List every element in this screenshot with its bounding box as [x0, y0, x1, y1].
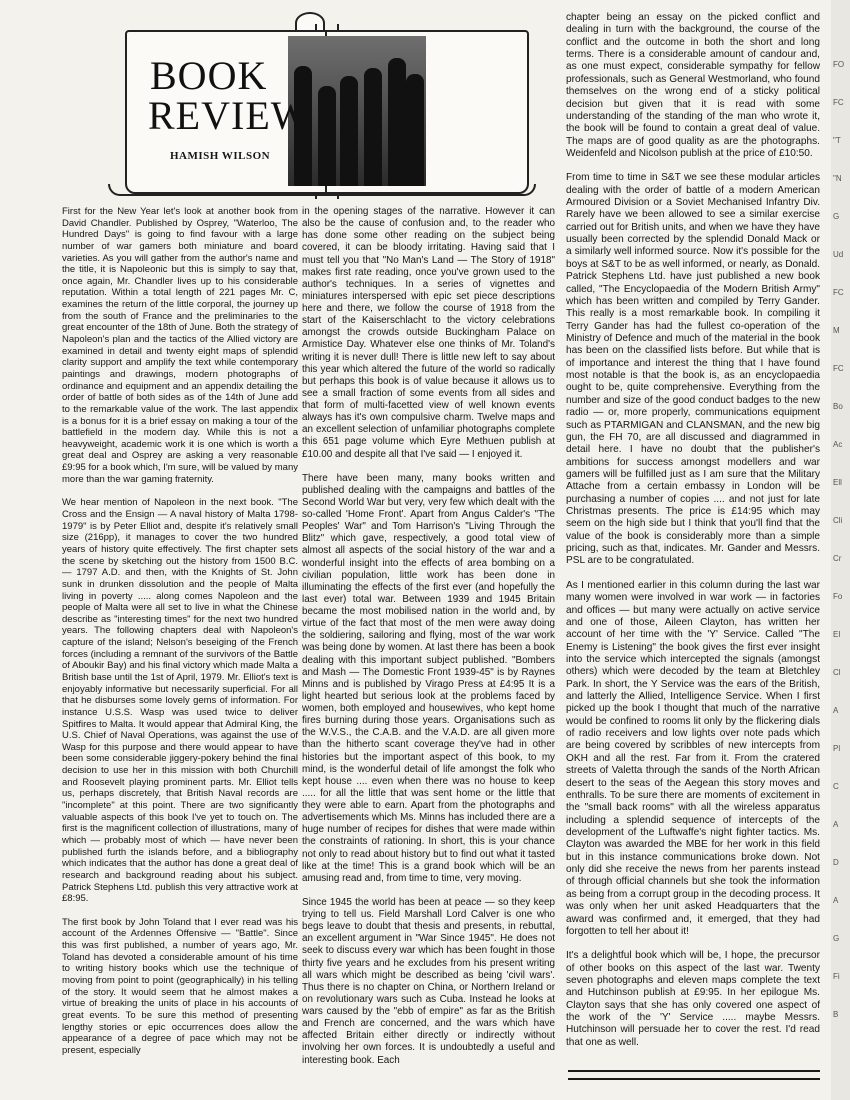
margin-fragment: A — [833, 820, 839, 829]
margin-fragment: Fo — [833, 592, 843, 601]
end-rule-bottom — [568, 1078, 820, 1080]
margin-fragment: B — [833, 1010, 839, 1019]
paragraph-encyclopaedia-review: From time to time in S&T we see these modular articles dealing with the order of battle of a modern American Armoured Division or a Soviet Mechanised Infantry Div. Rarely have we been allowed to see a similar exercise carried out for British units, and when we have they have usually been corrected by the splendid Donald Mack or a similarly well informed source. Now it's possible for the boys at S&T to be as well informed, or nearly, as Donald. Patrick Stephens Ltd. have just published a new book called, "The Encyclopaedia of the Modern British Army" which has been written and compiled by Terry Gander. This really is a most remarkable book. In compiling it Terry Gander has had the fullest co-operation of the Ministry of Defence and much of the material in the book has been on the classified lists before. But while that is of importance and interest the thing that I have found most notable is that the book is, as an encyclopaedia ought to be, quite comprehensive. Everything from the number and size of the good conduct badges to the new radio — or, more properly, communications equipment such as PTARMIGAN and CLANSMAN, and the new big gun, the FH 70, are all discussed and diagrammed in detail here. I have no doubt that the publisher's ambitions for success amongst modellers and war gamers will be fulfilled just as I am sure that the Military Attache from a certain embassy in London will be purchasing a number of copies .... and not just for late Christmas presents. The price is £14:95 which may seem on the high side but I think that you'll find that the value of the book is considerably more than a simple pricing, such as that, indicates. Mr. Gander and Messrs. PSL are to be congratulated. — [566, 172, 820, 567]
margin-fragment: Ell — [833, 478, 842, 487]
margin-fragment: M — [833, 326, 840, 335]
paragraph-bombers-and-mash-review: There have been many, many books written and published dealing with the campaigns and battles of the Second World War but very, very few which dealt with the so-called 'Home Front'. Apart from Angus Calder's "The Peoples' War" and Tom Harrison's "Living Through the Blitz" which gave, respectively, a good total view of almost all aspects of the social history of the war and a wonderful insight into the effects of area bombing on a civilian population, little work has been done in illuminating the effects of the first ever (and hopefully the last ever) total war. Between 1939 and 1945 Britain became the most mobilised nation in the world and, by virtue of the fact that most of the men were away doing the soldiering, sailoring and flying, most of the war work was being done by women. At last there has been a book dealing with this important subject published. "Bombers and Mash — The Domestic Front 1939-45" is by Raynes Minns and is published by Virago Press at £4:95 It is a light hearted but serious look at the problems faced by women, both employed and housewives, who kept home fires burning during those years. Organisations such as the W.V.S., the C.A.B. and the V.A.D. are all given more than the hitherto scant coverage they've had in other histories but the important aspect of this book, to my mind, is the wonderful detail of life amongst the folk who kept house .... even when there was no house to keep ..... for all the little that was sent home or the little that they were able to earn. Apart from the photographs and advertisements which Ms. Minns has included there are a huge number of recipes for dishes that were made within the constraints of rationing. In short, this is your chance not only to read about history but to find out what it tasted like at the time! This is a grand book which will be an amusing read and, from time to time, very moving. — [302, 472, 555, 884]
margin-fragment: Pl — [833, 744, 841, 753]
margin-fragment: Fi — [833, 972, 840, 981]
margin-fragment: Ud — [833, 250, 844, 259]
margin-fragment: Ac — [833, 440, 843, 449]
paragraph-war-since-1945-review-end: chapter being an essay on the picked conflict and dealing in turn with the background, the course of the conflict and the outcome in both the short and long terms. There is a considerable amount of candour and, as one must expect, considerable sympathy for fellow professionals, such as General Westmorland, who found themselves on the wrong end of a sticky political decision but given that it is read with some understanding of the standing of the man who wrote it, the book will be found to contain a great deal of value. The maps are of good quality as are the photographs. Weidenfeld and Nicolson publish at the price of £10:50. — [566, 12, 820, 159]
end-rule-top — [568, 1070, 820, 1072]
margin-fragment: Bo — [833, 402, 843, 411]
margin-fragment: FO — [833, 60, 845, 69]
margin-fragment: A — [833, 706, 839, 715]
header-title-book: BOOK — [150, 53, 268, 98]
paragraph-toland-review-start: The first book by John Toland that I ever read was his account of the Ardennes Offensive — "Battle". Since this was first published, a number of years ago, Mr. Toland has devoted a considerable amount of his time to writing history books which use the technique of moving from point to point (geographically) in his telling of the story. It would seem that he almost makes a virtue of breaking the units of place in his accounts of great events. To be sure this method of presenting lengthy stories or epic occurrences does allow the appearance of a degree of pace which may not be present, especially — [62, 916, 298, 1056]
margin-fragment: C — [833, 782, 839, 791]
margin-fragment: FC — [833, 364, 844, 373]
margin-fragment: G — [833, 212, 840, 221]
margin-fragment: G — [833, 934, 840, 943]
text-column-1 — [62, 206, 298, 1068]
paragraph-enemy-listening-review: As I mentioned earlier in this column during the last war many women were involved in war work — in factories and offices — but many were actually on active service and one of those, Aileen Clayton, has written her account of her time with the 'Y' Service. Called "The Enemy is Listening" the book gives the first ever insight into the service which intercepted the signals (amongst others) which were decoded by the team at Bletchley Park. In short, the Y Service was the ears of the British, and latterly the Allied, Intelligence Service. When I first picked up the book I thought that much of the narrative would be confined to rooms lit only by the flickering dials of radio receivers and low lights over note pads which are being covered by scribbles of new intercepts from OKH and all the rest. Far from it. From the cratered streets of Valetta through the sands of the North African desert to the seas of the Aegean this story moves and enthralls. To be sure there are moments of excitement in the "small back rooms" with all the wireless apparatus including a splendid sequence of intercepts of the development of the Luftwaffe's night fighter tactics. Ms. Clayton was awarded the MBE for her work in this field but in this instance communications broke down. Not only did she receive the news from her parents instead of through official channels but she took the information as being from a corrupt group in the decoding process. It was only when her unit asked Headquarters that the award was confirmed and, it emerged, that they had forgotten to tell her about it! — [566, 579, 820, 937]
book-review-header-graphic — [100, 12, 540, 202]
adjacent-page-edge — [831, 0, 850, 1100]
paragraph-closing-remarks: It's a delightful book which will be, I hope, the precursor of other books on this aspect of the last war. Twenty seven photographs and eleven maps complete the text and Hutchinson publish at £9:95. In her epilogue Ms. Clayton says that she has only covered one aspect of the work of the 'Y' Service ..... maybe Messrs. Hutchinson will persuade her to cover the rest. I'd read that one as well. — [566, 950, 820, 1048]
margin-fragment: FC — [833, 288, 844, 297]
paragraph-toland-review-end: in the opening stages of the narrative. However it can also be the cause of confusion and, to the reader who has done some other reading on the subject being covered, it can be bloody irritating. Having said that I must tell you that "No Man's Land — The Story of 1918" makes first rate reading, once you've grown used to the author's techniques. In a series of vignettes and miniatures interspersed with epic set piece descriptions here and there, we follow the course of 1918 from the start of the Kaiserschlacht to the victory celebrations amongst the crowds outside Buckingham Palace on Armistice Day. Whatever else one thinks of Mr. Toland's writing it is never dull! There is little new left to say about this year which altered the future of the world so radically but perhaps this book is of value because it allows us to see a small fraction of some events from all sides and that form of multi-facetted view of well known events always has it's own compulsive charm. Twelve maps and an excellent selection of unfamiliar photographs complete this 651 page volume which Eyre Methuen publish at £10.00 and despite all that I've said — I enjoyed it. — [302, 206, 555, 460]
header-title-review: REVIEW — [148, 93, 310, 138]
margin-fragment: "N — [833, 174, 842, 183]
margin-fragment: Cli — [833, 516, 843, 525]
paragraph-war-since-1945-review: Since 1945 the world has been at peace — so they keep trying to tell us. Field Marshall Lord Calver is one who begs leave to doubt that thesis and presents, in rebuttal, an excellent argument in "War Since 1945". He does not seek to discuss every war which has been fought in those thirty five years and he excludes from his present writing all wars which might be described as being 'civil wars'. Thus there is no chapter on China, or Northern Ireland or on revolutionary wars such as Cuba. Instead he looks at wars caused by the "ebb of empire" as far as the British and French are concerned, and the wars which have affected Britain either directly or indirectly without involving her own forces. It is undoubtedly a useful and interesting book. Each — [302, 896, 555, 1066]
margin-fragment: D — [833, 858, 839, 867]
margin-fragment: "T — [833, 136, 841, 145]
text-column-2 — [302, 206, 555, 1079]
paragraph-waterloo-review: First for the New Year let's look at another book from David Chandler. Published by Osprey, "Waterloo, The Hundred Days" is going to find favour with a large number of war gamers both miniature and board varieties. As you will gather from the author's name and the title, it is Napoleonic but this is simply to say that, once again, Mr. Chandler lives up to his considerable reputation. Within a total length of 221 pages Mr. C, examines the return of the little corporal, the journey up from the south of France and the preliminaries to the great encounter of the 18th of June. Both the strategy of Napoleon's plan and the tactics of the Allied victory are examined in detail and twenty eight maps of splendid clarity support and amplify the text while contemporary paintings and drawings, modern photographs of ordinance and equipment and an appendix detailing the order of battle of both sides as of the 14th of June add to the remarkable value of the work. The last appendix is a bonus for it is a brief essay on making a tour of the battlefield in the modern day. While this is not a heavyweight, academic work it is one which is worth a great deal and Osprey are asking a very reasonable £9:95 for a book which, I'm sure, will be valued by many more than the war gaming fraternity. — [62, 206, 298, 485]
margin-fragment: EI — [833, 630, 841, 639]
text-column-3 — [566, 12, 820, 1061]
margin-fragment: A — [833, 896, 839, 905]
margin-fragment: FC — [833, 98, 844, 107]
margin-fragment: Cr — [833, 554, 842, 563]
margin-fragment: Cl — [833, 668, 841, 677]
byline-author: HAMISH WILSON — [170, 150, 271, 162]
paragraph-malta-review: We hear mention of Napoleon in the next book. "The Cross and the Ensign — A naval history of Malta 1798-1979" is by Peter Elliot and, despite it's relatively small size (216pp), it manages to cover the two hundred years of history quite effectively. The first chapter sets the scene by sketching out the history from 1500 B.C. — 1797 A.D. and then, with the Knights of St. John sunk in drunken dissolution and the people of Malta living in poverty ..... along comes Napoleon and the people of Malta were all set to live in what the Chinese describe as "interesting times" for the next two hundred years. The following chapters deal with Napoleon's capture of the island; Nelson's beseiging of the French forces (including a remnant of the survivors of the Battle of Aboukir Bay) and his final victory which made Malta a British base until the 1st of April, 1979. Mr. Elliot's text is enjoyably informative but necessarily superficial. For all that he disburses some lovely gems of information. For instance U.S.S. Wasp was used twice to deliver Spitfires to Malta. It would appear that Admiral King, the U.S. Chief of Naval Operations, was against the use of Wasp for this purpose and there would appear to have been some considerable jiggery-pokery behind the final decision to use her in this mission with both Churchill and Roosevelt playing prominent parts. Mr. Elliot tells us, perhaps discretely, that British Naval records are "incomplete" at this point. There are two significantly valuable aspects of this book I've yet to touch on. The first is the magnificent collection of illustrations, many of which — probably most of which — have never been published furth the islands before, and a bibliography which indicates that the author has done a great deal of research and background reading about his subject. Patrick Stephens Ltd. publish this very attractive work at £8:95. — [62, 497, 298, 905]
